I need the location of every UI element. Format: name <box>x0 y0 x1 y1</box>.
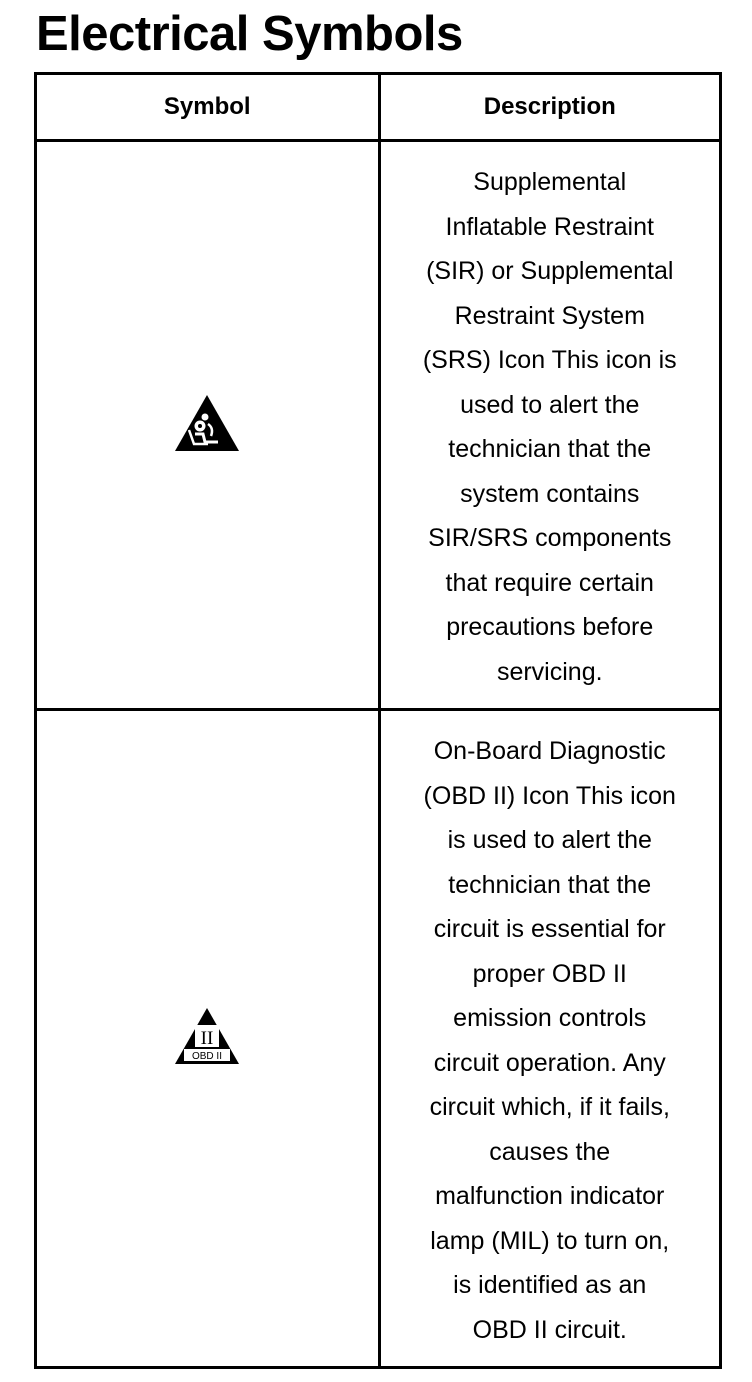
description-column-header: Description <box>379 74 721 141</box>
sir-srs-warning-icon <box>174 394 240 452</box>
table-row <box>36 710 721 1368</box>
symbol-column-header: Symbol <box>36 74 380 141</box>
obd-ii-description: On-Board Diagnostic (OBD II) Icon This icon is used to alert the technician that the circuit is essential for proper OBD II emission controls circuit operation. Any circuit which, if it fails, causes the malfunction indicator lamp (MIL) to turn on, is identified as an OBD II circuit. <box>423 737 676 1344</box>
table-header-row <box>36 74 721 141</box>
obd-icon-label-top: II <box>200 1028 214 1049</box>
page-title: Electrical Symbols <box>36 7 463 61</box>
description-cell <box>379 141 721 710</box>
sir-srs-description: Supplemental Inflatable Restraint (SIR) or Supplemental Restraint System (SRS) Icon This icon is used to alert the technician that the system contains SIR/SRS components that require certain precautions before servicing. <box>422 168 677 686</box>
electrical-symbols-table <box>34 72 722 1369</box>
description-cell <box>379 710 721 1368</box>
table-row <box>36 141 721 710</box>
obd-ii-warning-icon <box>174 1007 240 1065</box>
obd-icon-label-bottom: OBD II <box>192 1051 223 1062</box>
symbol-cell <box>36 710 380 1368</box>
symbol-cell <box>36 141 380 710</box>
